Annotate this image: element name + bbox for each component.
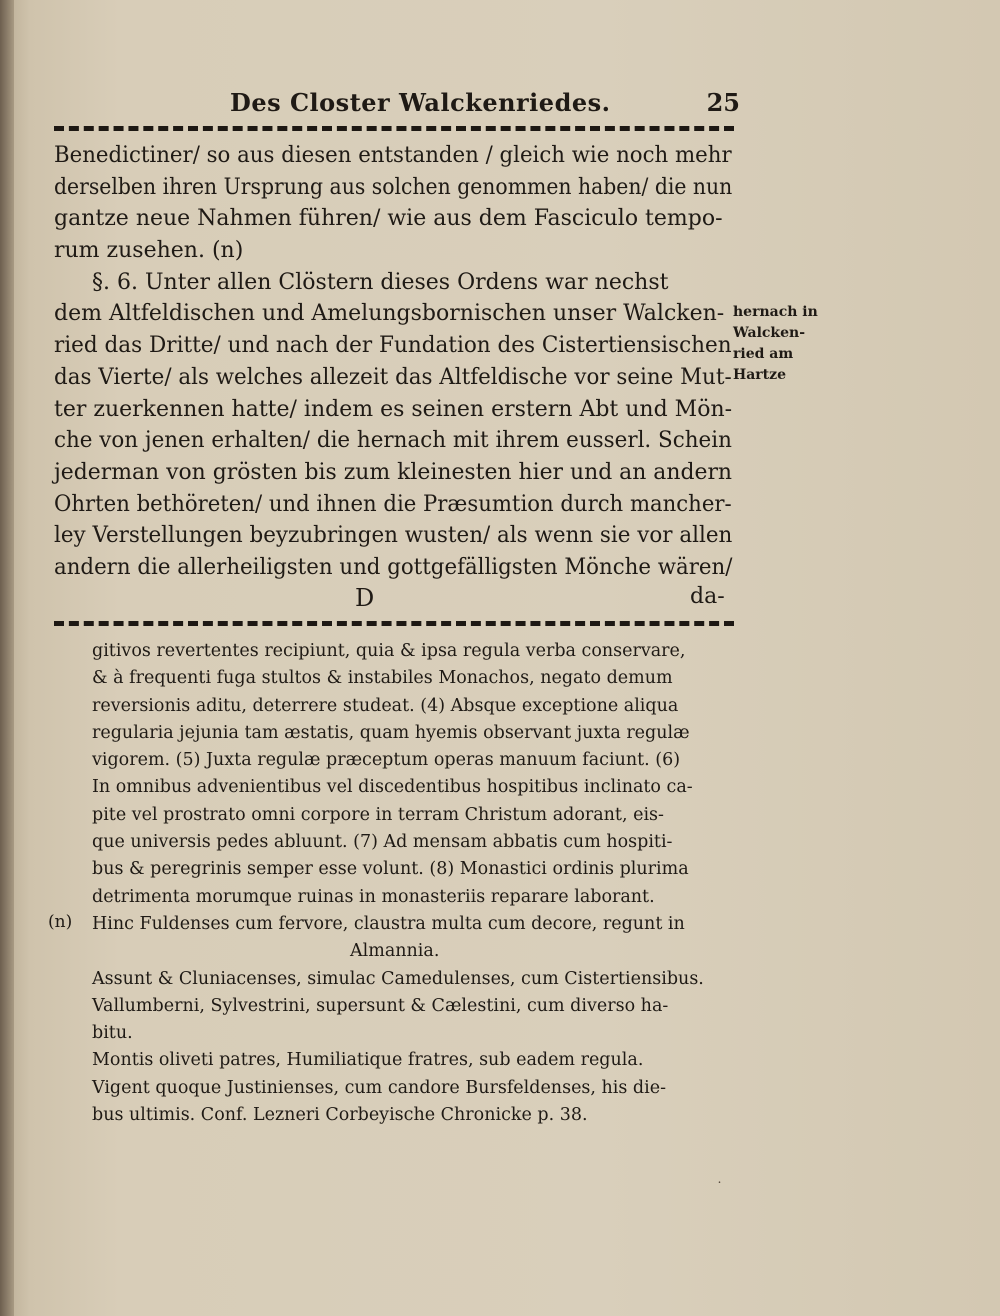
text-line: ried das Dritte/ und nach der Fundation des Cistertiensischen [54, 333, 732, 359]
text-line: che von jenen erhalten/ die hernach mit ihrem eusserl. Schein [54, 428, 732, 454]
text-line: das Vierte/ als welches allezeit das Altfeldische vor seine Mut- [54, 364, 732, 390]
paper-speck: ˙ [716, 1180, 723, 1196]
footnote-line: bus & peregrinis semper esse volunt. (8) Monastici ordinis plurima [92, 859, 689, 880]
text-line: Ohrten bethöreten/ und ihnen die Præsumtion durch mancher- [54, 491, 732, 517]
footnote-line: regularia jejunia tam æstatis, quam hyemis observant juxta regulæ [92, 722, 690, 743]
note-n-label: (n) [48, 912, 73, 932]
text-line: gantze neue Nahmen führen/ wie aus dem Fasciculo tempo- [54, 206, 723, 232]
catchword: da- [690, 584, 725, 609]
marginal-line: Hartze [733, 367, 786, 383]
note-n-line: Hinc Fuldenses cum fervore, claustra multa cum decore, regunt in [92, 913, 685, 934]
text-line: jederman von grösten bis zum kleinesten hier und an andern [54, 459, 733, 485]
page-number: 25 [706, 88, 740, 117]
text-line: derselben ihren Ursprung aus solchen genommen haben/ die nun [54, 174, 733, 200]
page-gutter [0, 0, 14, 1316]
footnote-line: reversionis aditu, deterrere studeat. (4) Absque exceptione aliqua [92, 695, 679, 716]
main-text [54, 140, 734, 584]
text-line: Benedictiner/ so aus diesen entstanden / gleich wie noch mehr [54, 143, 732, 168]
running-title: Des Closter Walckenriedes. [230, 88, 611, 117]
note-n-line: Vigent quoque Justinienses, cum candore Bursfeldenses, his die- [92, 1077, 667, 1098]
marginal-line: Walcken- [733, 325, 806, 341]
text-line: dem Altfeldischen und Amelungsbornischen unser Walcken- [54, 301, 725, 327]
marginal-line: hernach in [733, 304, 818, 320]
running-header [230, 84, 740, 124]
note-n-line: Vallumberni, Sylvestrini, supersunt & Cælestini, cum diverso ha- [92, 995, 669, 1016]
footnote-line: vigorem. (5) Juxta regulæ præceptum operas manuum faciunt. (6) [92, 750, 681, 771]
note-n-line: bus ultimis. Conf. Lezneri Corbeyische Chronicke p. 38. [92, 1105, 588, 1126]
header-rule [54, 126, 734, 131]
footnote-rule [54, 621, 734, 626]
note-n-line: bitu. [92, 1023, 133, 1044]
text-line: ley Verstellungen beyzubringen wusten/ als wenn sie vor allen [54, 523, 733, 549]
note-n-line: Almannia. [350, 941, 440, 962]
text-line: andern die allerheiligsten und gottgefälligsten Mönche wären/ [54, 554, 733, 580]
note-n-line: Assunt & Cluniacenses, simulac Camedulenses, cum Cistertiensibus. [92, 968, 704, 989]
footnotes [92, 638, 737, 1129]
footnote-line: que universis pedes abluunt. (7) Ad mensam abbatis cum hospiti- [92, 832, 673, 853]
text-line: rum zusehen. (n) [54, 238, 244, 264]
footnote-line: pite vel prostrato omni corpore in terram Christum adorant, eis- [92, 804, 664, 825]
marginal-line: ried am [733, 346, 794, 362]
text-line: ter zuerkennen hatte/ indem es seinen erstern Abt und Mön- [54, 396, 733, 422]
marginal-note [733, 302, 823, 386]
signature-mark: D [355, 584, 375, 612]
footnote-line: In omnibus advenientibus vel discedentibus hospitibus inclinato ca- [92, 777, 693, 798]
footnote-line: detrimenta morumque ruinas in monasteriis reparare laborant. [92, 886, 655, 907]
note-n-line: Montis oliveti patres, Humiliatique fratres, sub eadem regula. [92, 1050, 644, 1071]
footnote-line: & à frequenti fuga stultos & instabiles Monachos, negato demum [92, 668, 673, 689]
text-line: §. 6. Unter allen Clöstern dieses Ordens war nechst [92, 269, 669, 295]
footnote-line: gitivos revertentes recipiunt, quia & ipsa regula verba conservare, [92, 641, 686, 661]
